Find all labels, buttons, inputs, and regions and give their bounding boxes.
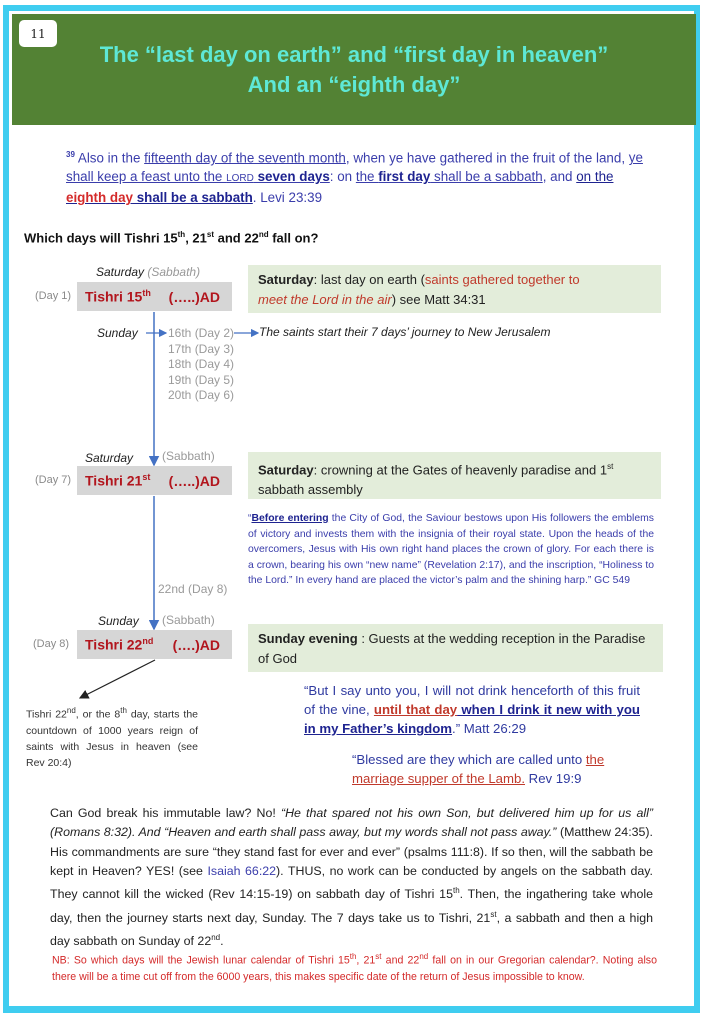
box-bold: Saturday xyxy=(258,462,314,478)
revelation-quote xyxy=(352,750,642,788)
para-sup: st xyxy=(490,909,497,919)
box-red-italic: meet the Lord in the air xyxy=(258,292,392,307)
tishri-year: (…..)AD xyxy=(168,288,220,305)
sub-day: 19th (Day 5) xyxy=(168,372,235,387)
matthew-quote xyxy=(304,681,640,738)
tishri-sup: nd xyxy=(142,636,154,647)
para-text: . xyxy=(220,934,224,949)
nb-text: NB: So which days will the Jewish lunar calendar of Tishri 15 xyxy=(52,954,350,967)
day8-label: (Day 8) xyxy=(33,638,70,650)
box-sup: st xyxy=(607,462,614,471)
sub-day: 17th (Day 3) xyxy=(168,341,235,356)
nb-sup: nd xyxy=(419,952,429,961)
box-bold: Saturday xyxy=(258,272,314,287)
sub-days-list xyxy=(168,326,234,404)
isaiah-reference: Isaiah 66:22 xyxy=(207,863,277,878)
tishri-sup: st xyxy=(142,472,151,483)
para-text: (Matthew 24:35). His commandments are sure “they stand fast for ever and ever” (psalms 111:8). If so then, will the sabbath be kept in Heaven? YES! (see xyxy=(50,825,653,878)
sub-day: 18th (Day 4) xyxy=(168,357,235,371)
box-text: ) see Matt 34:31 xyxy=(391,292,486,307)
box-text: : last day on earth ( xyxy=(313,272,425,287)
note-text: , or the 8 xyxy=(75,708,121,721)
box-red-text: saints gathered together to xyxy=(424,272,580,287)
note-sup: nd xyxy=(66,706,76,715)
gc-549-quote xyxy=(248,511,654,589)
sub-day: 20th (Day 6) xyxy=(168,388,235,402)
tishri-sup: th xyxy=(142,288,151,299)
sub-day: 16th (Day 2) xyxy=(168,326,235,340)
title-line-2: And an “eighth day” xyxy=(247,72,461,97)
tishri-name xyxy=(85,636,153,653)
para-text: Can God break his immutable law? No! xyxy=(50,806,281,820)
verse-text: Also in the xyxy=(74,150,145,166)
verse-text: on the xyxy=(576,169,614,185)
sabbath-tag: (Sabbath) xyxy=(147,265,201,279)
quote-mark: “ xyxy=(248,513,252,524)
eighth-day: eighth day xyxy=(66,190,133,206)
q-text: fall on? xyxy=(268,230,319,246)
box-text: : crowning at the Gates of heavenly paradise and 1 xyxy=(313,462,608,478)
quote-blue-underline: when I drink it new with you in my Father’s kingdom xyxy=(304,702,640,736)
journey-note: The saints start their 7 days’ journey to New Jerusalem xyxy=(259,325,551,339)
quote-reference: Rev 19:9 xyxy=(525,771,582,786)
tishri-name xyxy=(85,288,151,305)
gc-text: the City of God, the Saviour bestows upon His followers the emblems of victory and invests them with the insignia of their royal state. Upon the heads of the overcomers, Jesus with His own right hand places the crown of glory. For each there is a crown, bearing his own “new name” (Revelation 2:17), and the inscription, “Holiness to the Lord.” In every hand are placed the victor’s palm and the shining harp.” GC 549 xyxy=(248,513,654,587)
tishri-date: Tishri 22 xyxy=(85,636,143,653)
page-number: 11 xyxy=(19,20,57,47)
quote-text: “But I say unto you, I will not drink henceforth of this fruit of the vine, xyxy=(304,683,640,717)
q-text: Which days will Tishri 15 xyxy=(24,230,178,246)
day7-weekday-label: Saturday xyxy=(85,451,134,465)
nb-note xyxy=(52,949,657,986)
verse-reference: . Levi 23:39 xyxy=(252,190,323,206)
nb-text: and 22 xyxy=(381,954,420,967)
nb-text: fall on in our Gregorian calendar?. Noting also there will be a time cut off from the 6000 years, this makes specific date of the return of Jesus impossible to know. xyxy=(52,954,657,984)
verse-text: the xyxy=(355,169,379,185)
between-label: 22nd (Day 8) xyxy=(158,582,228,596)
para-sup: th xyxy=(452,886,460,896)
quote-reference: .” Matt 26:29 xyxy=(452,721,527,736)
sunday-label: Sunday xyxy=(97,326,138,340)
body-paragraph xyxy=(50,804,653,951)
nb-sup: st xyxy=(375,952,382,961)
quote-red-underline: until that day xyxy=(373,702,458,717)
first-day: first day xyxy=(378,169,431,185)
weekday: Saturday xyxy=(96,265,145,279)
day1-weekday-label xyxy=(96,265,200,279)
para-sup: nd xyxy=(211,933,221,943)
verse-underline: fifteenth day of the seventh month xyxy=(144,150,346,166)
day7-sabbath-tag: (Sabbath) xyxy=(162,449,215,463)
note-sup: th xyxy=(120,706,127,715)
verse-text: shall be a sabbath xyxy=(132,190,253,206)
quote-red-underline: the marriage supper of the Lamb. xyxy=(352,752,605,786)
quote-text: “Blessed are they which are called unto xyxy=(352,752,586,767)
day7-label: (Day 7) xyxy=(35,474,72,486)
tishri-22-box xyxy=(77,630,232,659)
tishri-15-box xyxy=(77,282,232,311)
para-text: , a sabbath and then a high day sabbath on Sunday of 22 xyxy=(50,910,653,949)
verse-text: , and xyxy=(542,169,577,185)
tishri-21-box xyxy=(77,466,232,495)
box-text: sabbath assembly xyxy=(258,482,363,498)
verse-number: 39 xyxy=(66,150,75,159)
note-arrow xyxy=(80,660,155,698)
nb-sup: th xyxy=(349,952,357,961)
verse-text: shall be a sabbath xyxy=(430,169,543,185)
verse-text: , when ye have gathered in the fruit of the land, xyxy=(345,150,629,166)
q-sup: st xyxy=(206,230,215,239)
q-sup: nd xyxy=(258,230,269,239)
day1-label: (Day 1) xyxy=(35,290,72,302)
box-last-day-on-earth xyxy=(248,265,661,313)
note-text: Tishri 22 xyxy=(26,708,67,721)
box-wedding-reception xyxy=(248,624,663,672)
tishri-date: Tishri 21 xyxy=(85,472,143,489)
day8-weekday-label: Sunday xyxy=(98,614,139,628)
seven-days: seven days xyxy=(253,169,330,185)
lord-smallcaps: LORD xyxy=(226,173,254,185)
tishri-year: (….)AD xyxy=(172,636,220,653)
before-entering-link: Before entering xyxy=(251,513,329,524)
para-italic: “He that spared not his own Son, but delivered him up for us all” (Romans 8:32). And “Heaven and earth shall pass away, but my words shall not pass away.” xyxy=(50,806,653,840)
verse-text: : on xyxy=(329,169,356,185)
para-text: ). THUS, no work can be conducted by angels on the sabbath day. They cannot kill the wicked (Rev 14:15-19) on sabbath day of Tishri 15 xyxy=(50,863,653,902)
q-text: and 22 xyxy=(214,230,259,246)
box-crowning xyxy=(248,452,661,499)
note-text: day, starts the countdown of 1000 years reign of saints with Jesus in heaven (see Rev 20:4) xyxy=(26,708,198,769)
tishri-name xyxy=(85,472,150,489)
box-text: : Guests at the wedding reception in the Paradise of God xyxy=(258,631,646,666)
box-bold: Sunday evening xyxy=(258,631,358,646)
verse-text: ye shall keep a feast unto the xyxy=(66,150,643,185)
tishri-year: (…..)AD xyxy=(168,472,220,489)
day8-sabbath-tag: (Sabbath) xyxy=(162,613,215,627)
tishri-date: Tishri 15 xyxy=(85,288,143,305)
para-text: . Then, the ingathering take whole day, then the journey starts next day, Sunday. The 7 days take us to Tishri, 21 xyxy=(50,887,653,925)
nb-text: , 21 xyxy=(356,954,376,967)
q-text: , 21 xyxy=(185,230,207,246)
side-note-1000-years xyxy=(26,703,198,771)
q-sup: th xyxy=(177,230,186,239)
title-line-1: The “last day on earth” and “first day in heaven” xyxy=(99,42,609,67)
